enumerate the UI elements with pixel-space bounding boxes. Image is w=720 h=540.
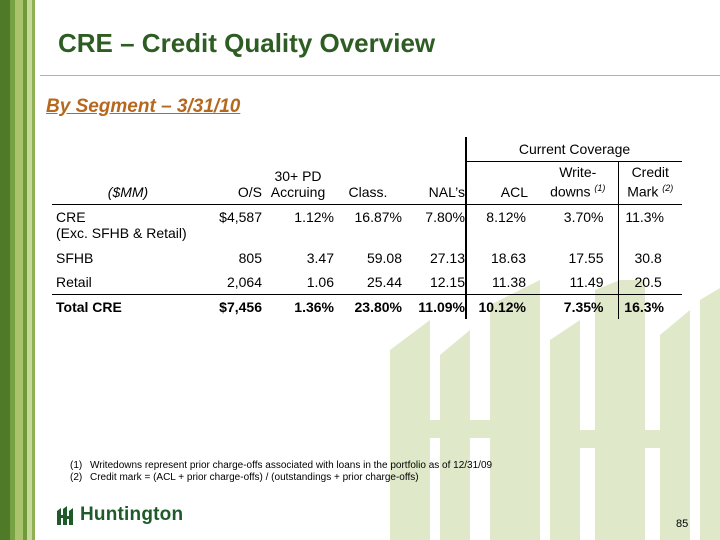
acl-cell: 10.12% bbox=[466, 295, 538, 320]
credit-mark-cell: 30.8 bbox=[618, 246, 682, 270]
pd-cell: 1.36% bbox=[262, 295, 334, 320]
table-row bbox=[52, 205, 682, 247]
writedowns-cell: 7.35% bbox=[538, 295, 618, 320]
section-subtitle: By Segment – 3/31/10 bbox=[46, 96, 241, 117]
column-acl-header: ACL bbox=[466, 162, 538, 205]
pd-cell: 1.06 bbox=[306, 274, 334, 290]
column-nal-header: NAL’s bbox=[402, 162, 466, 205]
page-number: 85 bbox=[676, 518, 689, 530]
class-cell: 23.80% bbox=[334, 295, 402, 320]
class-cell: 59.08 bbox=[366, 250, 402, 266]
table-row bbox=[52, 270, 682, 295]
title-divider bbox=[40, 75, 720, 76]
nal-cell: 12.15 bbox=[429, 274, 465, 290]
column-pd-header: 30+ PD Accruing bbox=[262, 162, 334, 205]
os-cell: $7,456 bbox=[204, 295, 262, 320]
column-class-header: Class. bbox=[334, 162, 402, 205]
row-label: Retail bbox=[56, 274, 92, 290]
column-writedowns-header: Write- downs $^{(1)}$ bbox=[538, 162, 618, 205]
logo-wordmark: Huntington bbox=[80, 504, 184, 525]
page-title: CRE – Credit Quality Overview bbox=[58, 28, 436, 58]
group-header-row bbox=[52, 137, 682, 162]
acl-cell: 11.38 bbox=[466, 270, 538, 295]
writedowns-cell: 17.55 bbox=[568, 250, 604, 266]
credit-quality-table bbox=[52, 137, 682, 319]
os-cell: 2,064 bbox=[226, 274, 262, 290]
watermark-logo-icon bbox=[380, 280, 720, 540]
pd-cell: 1.12% bbox=[294, 209, 334, 225]
footnote-item: (1) Writedowns represent prior charge-offs associated with loans in the portfolio as of 12/31/09 bbox=[70, 460, 493, 471]
os-cell: 805 bbox=[238, 250, 262, 266]
row-label: SFHB bbox=[56, 250, 94, 266]
footnotes bbox=[70, 460, 492, 484]
acl-cell: 8.12% bbox=[466, 205, 538, 247]
current-coverage-header: Current Coverage bbox=[466, 137, 682, 162]
column-credit-mark-header: Credit Mark $^{(2)}$ bbox=[618, 162, 682, 205]
table-row bbox=[52, 246, 682, 270]
nal-cell: 27.13 bbox=[429, 250, 465, 266]
column-os-header: O/S bbox=[204, 162, 262, 205]
writedowns-cell: 3.70% bbox=[563, 209, 604, 225]
row-label: CRE (Exc. SFHB & Retail) bbox=[56, 209, 187, 241]
credit-mark-cell: 11.3% bbox=[618, 205, 682, 247]
footnote-item: (2) Credit mark = (ACL + prior charge-offs) / (outstandings + prior charge-offs) bbox=[70, 472, 419, 483]
credit-mark-cell: 16.3% bbox=[618, 295, 682, 320]
nal-cell: 7.80% bbox=[425, 209, 465, 225]
class-cell: 16.87% bbox=[354, 209, 402, 225]
decorative-sidebar bbox=[0, 0, 38, 540]
nal-cell: 11.09% bbox=[402, 295, 466, 320]
pd-cell: 3.47 bbox=[306, 250, 334, 266]
class-cell: 25.44 bbox=[366, 274, 402, 290]
acl-cell: 18.63 bbox=[466, 246, 538, 270]
column-header-row bbox=[52, 162, 682, 205]
huntington-mark-icon bbox=[56, 505, 76, 525]
column-label-header: ($MM) bbox=[52, 162, 204, 205]
os-cell: $4,587 bbox=[219, 209, 262, 225]
writedowns-cell: 11.49 bbox=[569, 274, 604, 290]
row-label: Total CRE bbox=[52, 295, 204, 320]
credit-mark-cell: 20.5 bbox=[618, 270, 682, 295]
total-row bbox=[52, 295, 682, 320]
